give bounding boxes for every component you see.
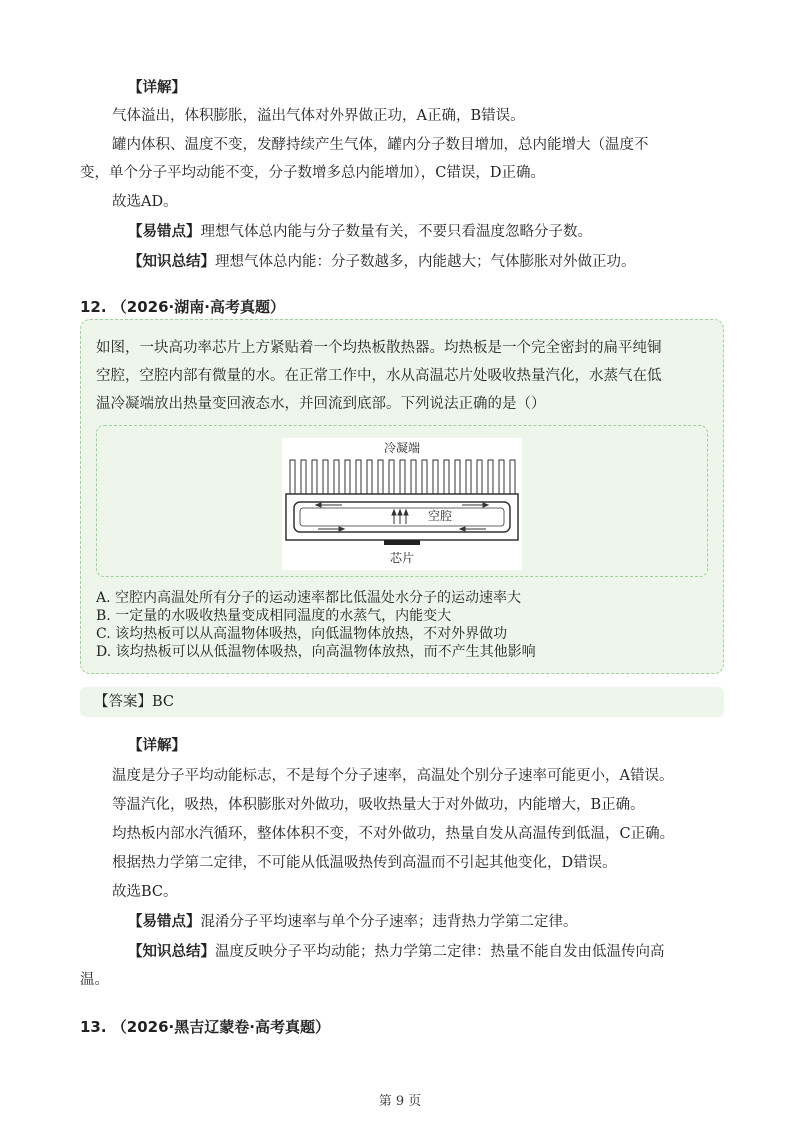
option-c: C. 该均热板可以从高温物体吸热，向低温物体放热，不对外界做功: [96, 626, 508, 642]
cavity: [294, 502, 510, 532]
vapor-chamber-figure: [282, 438, 522, 570]
vapor-chamber-diagram: [282, 438, 522, 570]
page-number: 第 9 页: [378, 1094, 422, 1109]
condenser-label: 冷凝端: [383, 441, 421, 455]
detail-heading: 【详解】: [128, 79, 186, 96]
summary-text: 理想气体总内能：分子数越多，内能越大；气体膨胀对外做正功。: [215, 254, 636, 270]
chip-label: 芯片: [389, 551, 415, 565]
summary-note: [128, 252, 636, 272]
mistake-text: 混淆分子平均速率与单个分子速率；违背热力学第二定律。: [200, 914, 578, 930]
mistake-note: [128, 222, 592, 242]
cooling-fins: [290, 460, 515, 494]
question-stem: 如图，一块高功率芯片上方紧贴着一个均热板散热器。均热板是一个完全密封的扁平纯铜: [96, 340, 662, 356]
question-stem: 空腔，空腔内部有微量的水。在正常工作中，水从高温芯片处吸收热量汽化，水蒸气在低: [96, 368, 662, 384]
summary-text: 温度反映分子平均动能；热力学第二定律：热量不能自发由低温传向高: [215, 944, 665, 960]
chip-block: [384, 540, 420, 545]
option-b: B. 一定量的水吸收热量变成相同温度的水蒸气，内能变大: [96, 608, 452, 624]
mistake-label: 【易错点】: [128, 913, 201, 930]
detail-paragraph: 罐内体积、温度不变，发酵持续产生气体，罐内分子数目增加，总内能增大（温度不: [112, 137, 649, 153]
question-13-header: 13. （2026·黑吉辽蒙卷·高考真题）: [80, 1018, 330, 1036]
detail-paragraph: 根据热力学第二定律，不可能从低温吸热传到高温而不引起其他变化，D错误。: [112, 855, 617, 871]
summary-note: [128, 942, 665, 962]
summary-text-continued: 温。: [80, 972, 109, 988]
detail-paragraph: 故选BC。: [112, 884, 178, 900]
answer-bar: [80, 687, 724, 717]
detail-paragraph: 故选AD。: [112, 194, 178, 210]
detail-heading: 【详解】: [128, 737, 186, 754]
detail-paragraph: 等温汽化，吸热，体积膨胀对外做功，吸收热量大于对外做功，内能增大，B正确。: [112, 797, 645, 813]
summary-label: 【知识总结】: [128, 943, 215, 960]
answer-text: 【答案】BC: [94, 694, 175, 710]
mistake-label: 【易错点】: [128, 223, 201, 240]
option-d: D. 该均热板可以从低温物体吸热，向高温物体放热，而不产生其他影响: [96, 644, 536, 660]
detail-paragraph: 温度是分子平均动能标志，不是每个分子速率，高温处个别分子速率可能更小，A错误。: [112, 768, 674, 784]
detail-paragraph: 变，单个分子平均动能不变，分子数增多总内能增加），C错误，D正确。: [80, 165, 545, 181]
detail-paragraph: 均热板内部水汽循环，整体体积不变，不对外做功，热量自发从高温传到低温，C正确。: [112, 826, 675, 842]
summary-label: 【知识总结】: [128, 253, 215, 270]
detail-paragraph: 气体溢出，体积膨胀，溢出气体对外界做正功，A正确，B错误。: [112, 108, 525, 124]
question-stem: 温冷凝端放出热量变回液态水，并回流到底部。下列说法正确的是（）: [96, 396, 546, 412]
mistake-text: 理想气体总内能与分子数量有关，不要只看温度忽略分子数。: [200, 224, 592, 240]
option-a: A. 空腔内高温处所有分子的运动速率都比低温处水分子的运动速率大: [96, 590, 522, 606]
cavity-label: 空腔: [427, 509, 453, 523]
mistake-note: [128, 912, 578, 932]
question-12-header: 12. （2026·湖南·高考真题）: [80, 298, 285, 316]
